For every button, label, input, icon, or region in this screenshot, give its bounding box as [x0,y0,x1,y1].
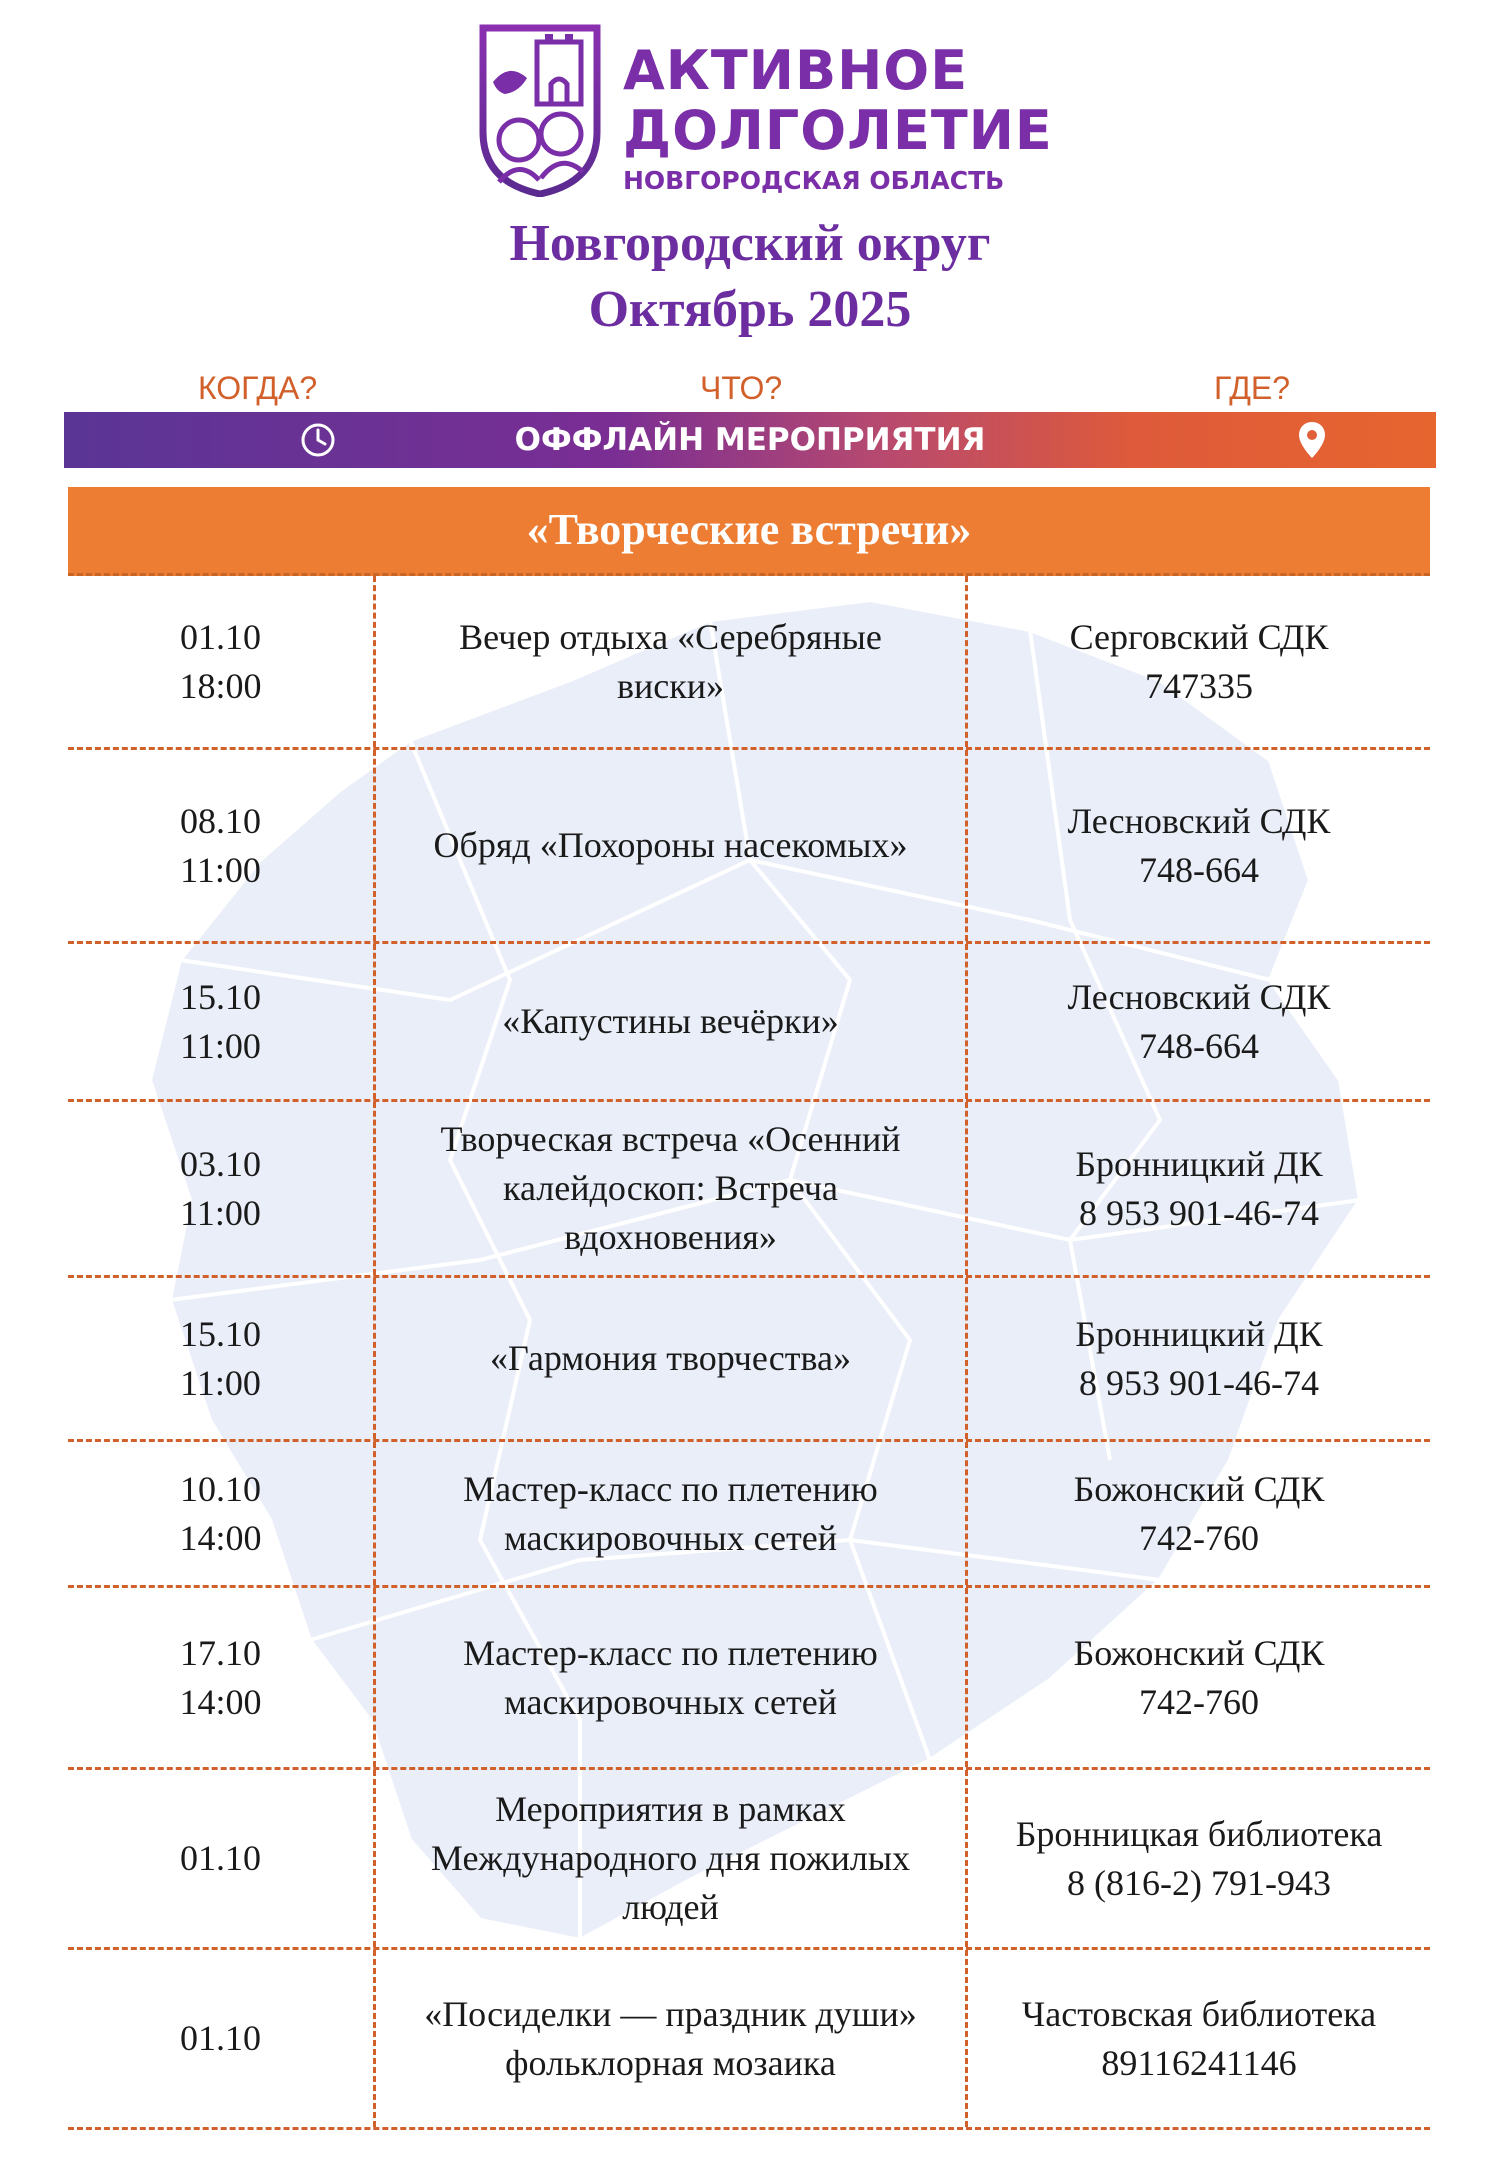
event-title-line: калейдоскоп: Встреча [503,1168,838,1208]
event-title-line: Мастер-класс по плетению [463,1632,878,1673]
event-when-cell [68,1102,376,1275]
event-phone: 742-760 [1139,1681,1259,1722]
event-phone: 8 953 901-46-74 [1079,1192,1319,1233]
event-title-line: фольклорная мозаика [505,2042,836,2083]
event-what-cell [376,1950,968,2127]
event-venue: Лесновский СДК [1067,800,1331,841]
event-what-cell [376,1278,968,1439]
event-phone: 89116241146 [1101,2042,1297,2083]
event-when-cell [68,1588,376,1767]
event-title-line: маскировочных сетей [504,1681,837,1722]
event-row [68,1442,1430,1588]
event-what-cell [376,1102,968,1275]
event-date: 15.10 [180,976,261,1017]
event-where-cell [968,1588,1430,1767]
offline-events-label: ОФФЛАЙН МЕРОПРИЯТИЯ [514,422,986,458]
event-row [68,1278,1430,1442]
event-title-line: «Капустины вечёрки» [502,1001,839,1041]
page-subtitle-month: Октябрь 2025 [588,281,912,338]
event-venue: Божонский СДК [1073,1632,1325,1673]
event-when-cell [68,1278,376,1439]
event-time: 11:00 [180,1025,261,1066]
event-row [68,1102,1430,1278]
event-row [68,576,1430,750]
event-phone: 8 (816-2) 791-943 [1067,1862,1331,1903]
event-time: 14:00 [179,1517,262,1558]
event-venue: Бронницкая библиотека [1015,1813,1383,1854]
active-longevity-emblem-icon [475,22,605,197]
event-title-line: Вечер отдыха «Серебряные [459,616,882,657]
event-what-cell [376,944,968,1099]
event-phone: 748-664 [1139,1025,1259,1066]
logo-text-line3: НОВГОРОДСКАЯ ОБЛАСТЬ [623,166,1005,195]
event-row [68,944,1430,1102]
event-when-cell [68,1442,376,1585]
event-time: 11:00 [180,1362,261,1403]
event-date: 03.10 [180,1143,261,1184]
event-what-cell [376,1442,968,1585]
event-where-cell [968,1950,1430,2127]
event-date: 15.10 [180,1313,261,1354]
logo-text-line1: АКТИВНОЕ [623,39,969,102]
event-venue: Бронницкий ДК [1075,1143,1323,1184]
event-time: 14:00 [179,1681,262,1722]
event-phone: 8 953 901-46-74 [1079,1362,1319,1403]
event-row [68,1950,1430,2130]
event-when-cell [68,750,376,941]
event-row [68,750,1430,944]
event-time: 11:00 [180,1192,261,1233]
event-title-line: Творческая встреча «Осенний [440,1119,901,1159]
column-header-when: КОГДА? [198,370,318,406]
event-title-line: вдохновения» [564,1217,777,1257]
event-date: 08.10 [180,800,261,841]
event-date: 01.10 [180,616,261,657]
event-where-cell [968,1278,1430,1439]
column-header-where: ГДЕ? [1214,370,1290,406]
event-title-line: Мастер-класс по плетению [463,1468,878,1509]
event-where-cell [968,576,1430,747]
event-phone: 742-760 [1139,1517,1259,1558]
event-where-cell [968,1770,1430,1947]
event-venue: Частовская библиотека [1021,1993,1377,2034]
event-where-cell [968,1442,1430,1585]
event-venue: Серговский СДК [1069,616,1329,657]
events-table [68,576,1430,2130]
event-title-line: «Гармония творчества» [489,1338,851,1378]
event-date: 10.10 [180,1468,261,1509]
event-phone: 748-664 [1139,849,1259,890]
event-what-cell [376,1588,968,1767]
logo [475,22,1053,202]
location-pin-icon [1298,421,1326,459]
event-venue: Бронницкий ДК [1075,1313,1323,1354]
event-title-line: маскировочных сетей [504,1517,837,1558]
event-venue: Божонский СДК [1073,1468,1325,1509]
column-header-what: ЧТО? [700,370,783,406]
event-what-cell [376,750,968,941]
event-title-line: Мероприятия в рамках [495,1789,846,1829]
logo-text-line2: ДОЛГОЛЕТИЕ [623,99,1053,162]
event-row [68,1770,1430,1950]
event-title-line: людей [622,1887,719,1927]
event-date: 17.10 [180,1632,261,1673]
event-when-cell [68,576,376,747]
offline-events-bar [64,412,1436,468]
event-where-cell [968,944,1430,1099]
event-time: 11:00 [180,849,261,890]
event-where-cell [968,750,1430,941]
event-time: 18:00 [179,665,262,706]
event-venue: Лесновский СДК [1067,976,1331,1017]
event-date: 01.10 [180,2018,261,2058]
event-what-cell [376,576,968,747]
event-where-cell [968,1102,1430,1275]
event-what-cell [376,1770,968,1947]
section-title: «Творческие встречи» [68,487,1430,576]
event-title-line: Обряд «Похороны насекомых» [433,825,908,865]
event-when-cell [68,1770,376,1947]
event-when-cell [68,1950,376,2127]
event-when-cell [68,944,376,1099]
event-title-line: виски» [617,665,724,706]
event-date: 01.10 [180,1838,261,1878]
event-title-line: Международного дня пожилых [430,1838,911,1878]
page-title: Новгородский округ [509,215,991,272]
event-row [68,1588,1430,1770]
event-phone: 747335 [1145,665,1253,706]
event-title-line: «Посиделки — праздник души» [424,1993,917,2034]
